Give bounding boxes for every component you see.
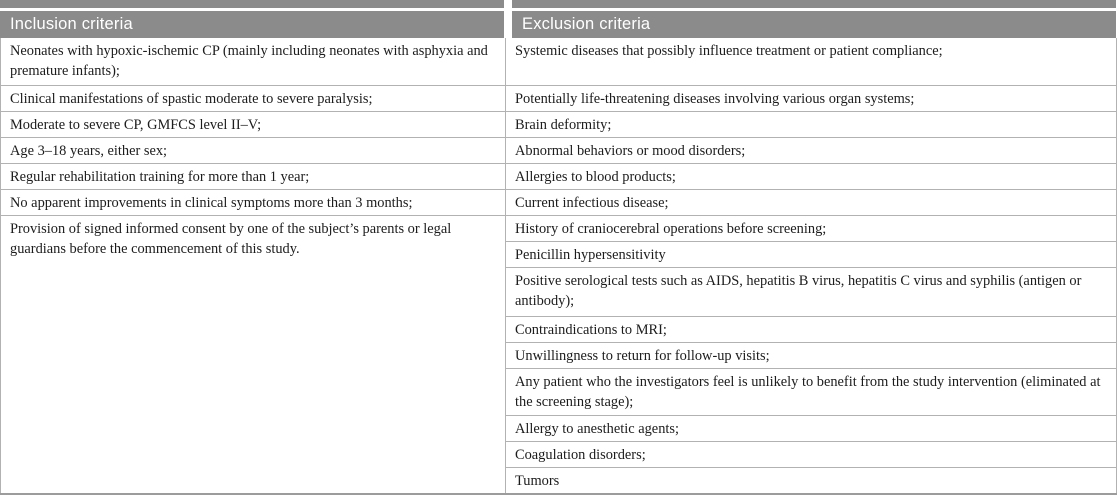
table-header-row [0, 0, 1116, 38]
exclusion-cell: Brain deformity; [506, 111, 1117, 137]
table-row [1, 189, 1117, 215]
inclusion-header-label: Inclusion criteria [0, 11, 504, 38]
header-cap-rule [512, 0, 1116, 8]
exclusion-cell: Coagulation disorders; [506, 441, 1117, 467]
table-row [1, 215, 1117, 241]
inclusion-cell: Regular rehabilitation training for more than 1 year; [1, 163, 506, 189]
exclusion-cell: Penicillin hypersensitivity [506, 241, 1117, 267]
exclusion-cell: Allergy to anesthetic agents; [506, 415, 1117, 441]
exclusion-cell: Tumors [506, 467, 1117, 494]
inclusion-cell: No apparent improvements in clinical symptoms more than 3 months; [1, 189, 506, 215]
table-row [1, 111, 1117, 137]
inclusion-cell: Moderate to severe CP, GMFCS level II–V; [1, 111, 506, 137]
inclusion-cell: Provision of signed informed consent by one of the subject’s parents or legal guardians before the commencement of this study. [1, 215, 506, 494]
inclusion-cell: Clinical manifestations of spastic moderate to severe paralysis; [1, 85, 506, 111]
exclusion-cell: Allergies to blood products; [506, 163, 1117, 189]
exclusion-cell: Unwillingness to return for follow-up visits; [506, 342, 1117, 368]
exclusion-cell: Potentially life-threatening diseases involving various organ systems; [506, 85, 1117, 111]
table-row [1, 38, 1117, 85]
exclusion-header-label: Exclusion criteria [512, 11, 1116, 38]
exclusion-cell: History of craniocerebral operations before screening; [506, 215, 1117, 241]
exclusion-cell: Contraindications to MRI; [506, 316, 1117, 342]
exclusion-cell: Current infectious disease; [506, 189, 1117, 215]
inclusion-cell: Age 3–18 years, either sex; [1, 137, 506, 163]
exclusion-cell: Systemic diseases that possibly influence treatment or patient compliance; [506, 38, 1117, 85]
header-cap-rule [0, 0, 504, 8]
exclusion-cell: Positive serological tests such as AIDS, hepatitis B virus, hepatitis C virus and syphilis (antigen or antibody); [506, 267, 1117, 316]
inclusion-header-cell [0, 0, 504, 38]
table-row [1, 85, 1117, 111]
table-row [1, 163, 1117, 189]
criteria-table-body [0, 38, 1117, 495]
inclusion-cell: Neonates with hypoxic-ischemic CP (mainly including neonates with asphyxia and premature infants); [1, 38, 506, 85]
exclusion-header-cell [512, 0, 1116, 38]
exclusion-cell: Any patient who the investigators feel is unlikely to benefit from the study intervention (eliminated at the screening stage); [506, 368, 1117, 415]
table-row [1, 137, 1117, 163]
exclusion-cell: Abnormal behaviors or mood disorders; [506, 137, 1117, 163]
